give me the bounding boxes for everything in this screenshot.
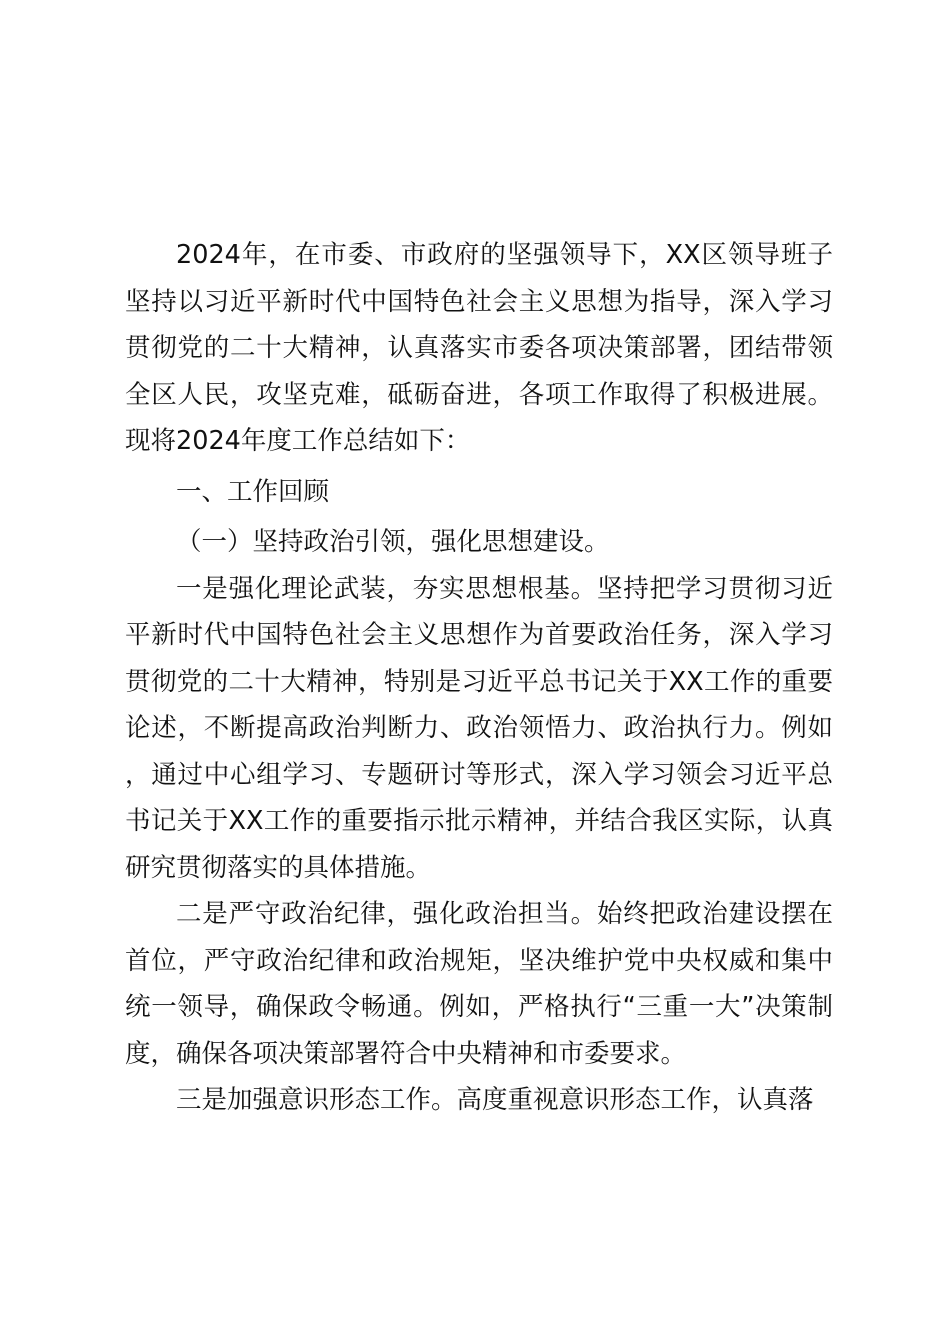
paragraph-political-discipline: 二是严守政治纪律，强化政治担当。始终把政治建设摆在首位，严守政治纪律和政治规矩，坚决维护党中央权威和集中统一领导，确保政令畅通。例如，严格执行“三重一大”决策制度，确保各项决策部署符合中央精神和市委要求。 [125,899,833,1069]
subsection-heading-political-guidance: （一）坚持政治引领，强化思想建设。 [176,527,610,557]
paragraph-ideology-work: 三是加强意识形态工作。高度重视意识形态工作，认真落 [176,1085,814,1115]
paragraph-theory-armament: 一是强化理论武装，夯实思想根基。坚持把学习贯彻习近平新时代中国特色社会主义思想作为首要政治任务，深入学习贯彻党的二十大精神，特别是习近平总书记关于XX工作的重要论述，不断提高政治判断力、政治领悟力、政治执行力。例如，通过中心组学习、专题研讨等形式，深入学习领会习近平总书记关于XX工作的重要指示批示精神，并结合我区实际，认真研究贯彻落实的具体措施。 [125,573,833,883]
document-body [125,232,833,1124]
intro-paragraph: 2024年，在市委、市政府的坚强领导下，XX区领导班子坚持以习近平新时代中国特色社会主义思想为指导，深入学习贯彻党的二十大精神，认真落实市委各项决策部署，团结带领全区人民，攻坚克难，砥砺奋进，各项工作取得了积极进展。现将2024年度工作总结如下： [125,240,833,456]
section-heading-work-review: 一、工作回顾 [176,476,330,507]
